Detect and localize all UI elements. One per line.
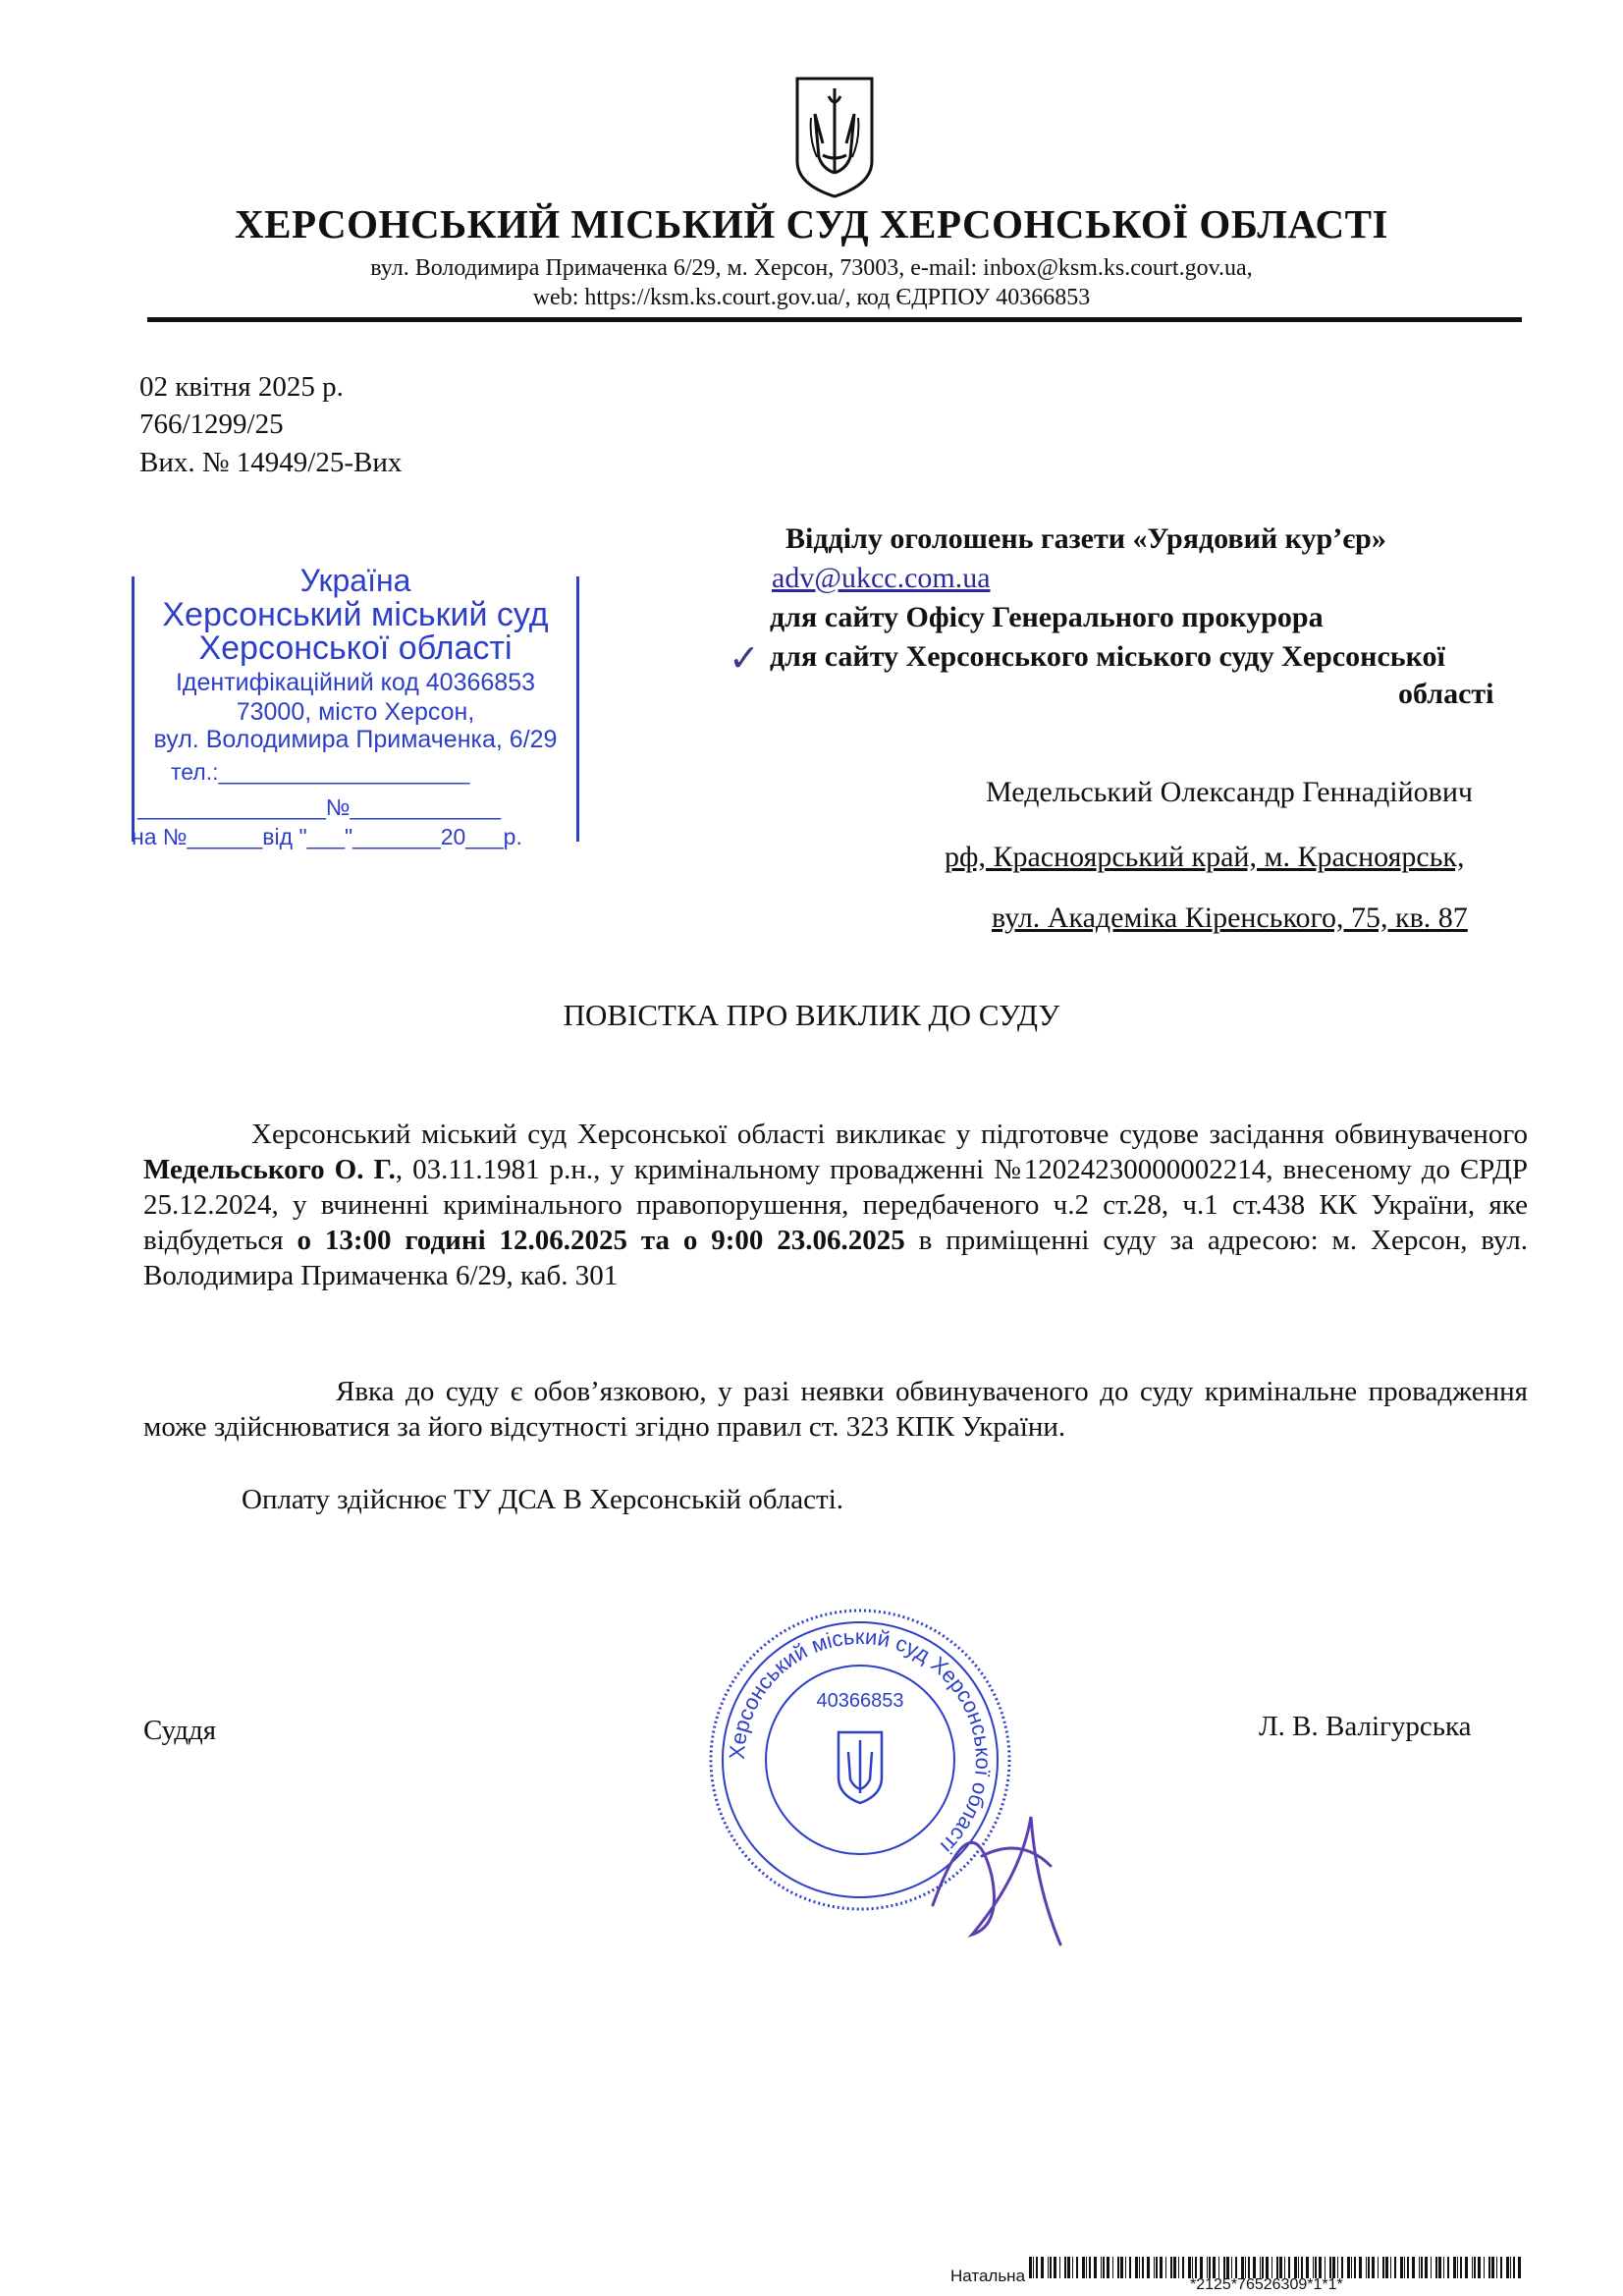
barcode-bar xyxy=(1457,2257,1458,2278)
barcode-bar xyxy=(1266,2257,1269,2278)
barcode-bar xyxy=(1447,2257,1449,2278)
barcode-bar xyxy=(1050,2257,1052,2278)
barcode-bar xyxy=(1472,2257,1473,2278)
barcode-bar xyxy=(1048,2257,1049,2278)
barcode-bar xyxy=(1382,2257,1384,2278)
barcode-bar xyxy=(1332,2257,1335,2278)
barcode-bar xyxy=(1112,2257,1113,2278)
barcode-bar xyxy=(1101,2257,1102,2278)
barcode-bar xyxy=(1076,2257,1078,2278)
payment-paragraph: Оплату здійснює ТУ ДСА В Херсонській області. xyxy=(242,1484,844,1515)
barcode-bar xyxy=(1170,2257,1172,2278)
barcode-bar xyxy=(1120,2257,1123,2278)
barcode-bar xyxy=(1288,2257,1290,2278)
barcode-bar xyxy=(1089,2257,1091,2278)
barcode-bar xyxy=(1218,2257,1219,2278)
barcode-bar xyxy=(1276,2257,1278,2278)
document-title: ПОВІСТКА ПРО ВИКЛИК ДО СУДУ xyxy=(563,998,1060,1032)
barcode-bar xyxy=(1054,2257,1056,2278)
barcode-bar xyxy=(1488,2257,1490,2278)
barcode-bar xyxy=(1209,2257,1211,2278)
barcode-bar xyxy=(1306,2257,1309,2278)
barcode-bar xyxy=(1195,2257,1197,2278)
barcode-bar xyxy=(1064,2257,1066,2278)
barcode-bar xyxy=(1156,2257,1158,2278)
stamp-frame-right xyxy=(576,576,579,842)
judge-name: Л. В. Валігурська xyxy=(1259,1711,1472,1742)
barcode-number: *2125*76526309*1*1* xyxy=(1190,2276,1343,2293)
stamp-line: Україна xyxy=(299,563,411,598)
barcode-bar xyxy=(1284,2257,1285,2278)
addressee-email-link[interactable]: adv@ukcc.com.ua xyxy=(772,562,991,594)
barcode-bar xyxy=(1248,2257,1250,2278)
barcode-bar xyxy=(1443,2257,1444,2278)
barcode-bar xyxy=(1378,2257,1379,2278)
barcode-bar xyxy=(1319,2257,1322,2278)
barcode-bar xyxy=(1404,2257,1405,2278)
barcode-bar xyxy=(1226,2257,1229,2278)
addressee-court-site-continued: області xyxy=(1398,678,1494,710)
stamp-line: вул. Володимира Примаченка, 6/29 xyxy=(153,726,558,753)
barcode-bar xyxy=(1213,2257,1216,2278)
barcode-bar xyxy=(1029,2257,1032,2278)
stamp-line: Херсонської області xyxy=(198,629,513,667)
barcode-bar xyxy=(1453,2257,1456,2278)
barcode-bar xyxy=(1207,2257,1208,2278)
document-date: 02 квітня 2025 р. xyxy=(139,371,344,403)
barcode-bar xyxy=(1235,2257,1237,2278)
stamp-frame-left xyxy=(132,576,135,842)
barcode-bar xyxy=(1390,2257,1391,2278)
barcode-bar xyxy=(1341,2257,1343,2278)
barcode-bar xyxy=(1182,2257,1184,2278)
barcode-bar xyxy=(1372,2257,1375,2278)
barcode-bar xyxy=(1260,2257,1261,2278)
barcode-bar xyxy=(1103,2257,1105,2278)
barcode-bar xyxy=(1351,2257,1352,2278)
seal-text: Херсонський міський суд Херсонської області xyxy=(724,1623,997,1859)
court-registration-stamp xyxy=(132,565,579,855)
barcode-bar xyxy=(1245,2257,1246,2278)
barcode-bar xyxy=(1412,2257,1415,2278)
barcode-bar xyxy=(1435,2257,1437,2278)
summons-text: , 03.11.1981 р.н., у кримінальному провадженні №12024230000002214, внесеному до ЄРДР 25.12.2024, у вчиненні кримінального правопорушення, передбаченого ч.2 ст.28, ч.1 ст.438 КК України, яке відбудеться xyxy=(143,1154,1529,1256)
barcode-bar xyxy=(1407,2257,1409,2278)
barcode-bar xyxy=(1315,2257,1317,2278)
summons-text: Херсонський міський суд Херсонської області викликає у підготовче судове засідання обвинуваченого xyxy=(251,1119,1528,1150)
barcode-bar xyxy=(1192,2257,1193,2278)
barcode-bar xyxy=(1253,2257,1256,2278)
barcode-bar xyxy=(1033,2257,1034,2278)
barcode-bar xyxy=(1313,2257,1314,2278)
stamp-line: 73000, місто Херсон, xyxy=(236,698,475,726)
barcode-bar xyxy=(1173,2257,1176,2278)
barcode-bar xyxy=(1431,2257,1432,2278)
recipient-region: рф, Красноярський край, м. Красноярськ, xyxy=(945,841,1465,873)
stamp-line: Ідентифікаційний код 40366853 xyxy=(175,669,536,696)
barcode-bar xyxy=(1465,2257,1468,2278)
barcode-bar xyxy=(1107,2257,1109,2278)
outgoing-number: Вих. № 14949/25-Вих xyxy=(139,447,403,478)
barcode-bar xyxy=(1160,2257,1163,2278)
trident-emblem-icon xyxy=(793,75,876,200)
addressee-court-site: для сайту Херсонського міського суду Херсонської xyxy=(770,640,1445,673)
handwritten-signature xyxy=(913,1758,1080,1954)
barcode-bar xyxy=(1368,2257,1370,2278)
barcode-bar xyxy=(1385,2257,1388,2278)
barcode-bar xyxy=(1337,2257,1338,2278)
barcode-bar xyxy=(1298,2257,1299,2278)
barcode-bar xyxy=(1223,2257,1225,2278)
barcode-bar xyxy=(1241,2257,1244,2278)
barcode-bar xyxy=(1041,2257,1044,2278)
barcode-bar xyxy=(1347,2257,1350,2278)
barcode-bar xyxy=(1478,2257,1481,2278)
summons-paragraph xyxy=(143,1117,1528,1293)
barcode-bar xyxy=(1354,2257,1356,2278)
barcode-bar xyxy=(1421,2257,1423,2278)
barcode-bar xyxy=(1231,2257,1232,2278)
barcode-bar xyxy=(1165,2257,1166,2278)
stamp-line: Херсонський міський суд xyxy=(162,596,549,633)
stamp-line: _______________№____________ xyxy=(137,794,502,820)
barcode-bar xyxy=(1117,2257,1119,2278)
barcode-bar xyxy=(1506,2257,1509,2278)
addressee-newspaper: Відділу оголошень газети «Урядовий кур’єр» xyxy=(785,522,1386,555)
barcode-bar xyxy=(1279,2257,1282,2278)
defendant-name: Медельського О. Г. xyxy=(143,1154,396,1185)
barcode-bar xyxy=(1460,2257,1462,2278)
barcode-bar xyxy=(1294,2257,1297,2278)
barcode-bar xyxy=(1518,2257,1521,2278)
barcode-bar xyxy=(1366,2257,1367,2278)
barcode-bar xyxy=(1086,2257,1087,2278)
barcode-bar xyxy=(1262,2257,1264,2278)
addressee-prosecutor-site: для сайту Офісу Генерального прокурора xyxy=(770,601,1324,633)
barcode-bar xyxy=(1425,2257,1428,2278)
barcode-bar xyxy=(1154,2257,1155,2278)
attendance-paragraph: Явка до суду є обов’язковою, у разі неявки обвинуваченого до суду кримінальне провадження може здійснюватися за його відсутності згідно правил ст. 323 КПК України. xyxy=(143,1376,1528,1443)
barcode-bar xyxy=(1271,2257,1272,2278)
recipient-name: Медельський Олександр Геннадійович xyxy=(986,776,1473,808)
document-barcode xyxy=(1029,2257,1530,2278)
judge-role-label: Суддя xyxy=(143,1715,217,1746)
barcode-bar xyxy=(1301,2257,1303,2278)
barcode-bar xyxy=(1139,2257,1140,2278)
hearing-time: о 13:00 годині 12.06.2025 та о 9:00 23.06.2025 xyxy=(297,1225,905,1256)
summons-text: в приміщенні суду за адресою: м. Херсон, вул. Володимира Примаченка 6/29, каб. 301 xyxy=(143,1225,1528,1291)
barcode-bar xyxy=(1419,2257,1420,2278)
check-mark-icon: ✓ xyxy=(729,636,760,680)
barcode-bar xyxy=(1125,2257,1126,2278)
barcode-bar xyxy=(1474,2257,1476,2278)
barcode-bar xyxy=(1438,2257,1441,2278)
barcode-bar xyxy=(1500,2257,1502,2278)
stamp-line: тел.:____________________ xyxy=(171,759,470,785)
operator-name: Натальна xyxy=(950,2267,1026,2285)
barcode-bar xyxy=(1496,2257,1497,2278)
seal-code: 40366853 xyxy=(816,1690,904,1712)
court-address-line-2: web: https://ksm.ks.court.gov.ua/, код ЄДРПОУ 40366853 xyxy=(532,285,1091,310)
barcode-bar xyxy=(1082,2257,1085,2278)
barcode-bar xyxy=(1491,2257,1494,2278)
barcode-bar xyxy=(1188,2257,1191,2278)
barcode-bar xyxy=(1067,2257,1070,2278)
case-number: 766/1299/25 xyxy=(139,409,284,440)
header-divider xyxy=(147,317,1522,322)
barcode-bar xyxy=(1072,2257,1073,2278)
court-address-line-1: вул. Володимира Примаченка 6/29, м. Херсон, 73003, e-mail: inbox@ksm.ks.court.gov.ua, xyxy=(370,255,1253,281)
court-name-heading: ХЕРСОНСЬКИЙ МІСЬКИЙ СУД ХЕРСОНСЬКОЇ ОБЛАСТІ xyxy=(235,201,1388,246)
stamp-line: на №______від "___"_______20___р. xyxy=(132,824,522,849)
barcode-bar xyxy=(1359,2257,1362,2278)
barcode-bar xyxy=(1400,2257,1403,2278)
barcode-bar xyxy=(1036,2257,1038,2278)
barcode-bar xyxy=(1142,2257,1144,2278)
barcode-bar xyxy=(1094,2257,1097,2278)
barcode-bar xyxy=(1329,2257,1331,2278)
barcode-bar xyxy=(1484,2257,1485,2278)
barcode-bar xyxy=(1135,2257,1138,2278)
barcode-bar xyxy=(1513,2257,1515,2278)
barcode-bar xyxy=(1200,2257,1203,2278)
barcode-bar xyxy=(1394,2257,1396,2278)
barcode-bar xyxy=(1178,2257,1179,2278)
recipient-street: вул. Академіка Кіренського, 75, кв. 87 xyxy=(992,902,1468,934)
barcode-bar xyxy=(1129,2257,1131,2278)
barcode-bar xyxy=(1510,2257,1511,2278)
barcode-bar xyxy=(1147,2257,1150,2278)
barcode-bar xyxy=(1059,2257,1060,2278)
